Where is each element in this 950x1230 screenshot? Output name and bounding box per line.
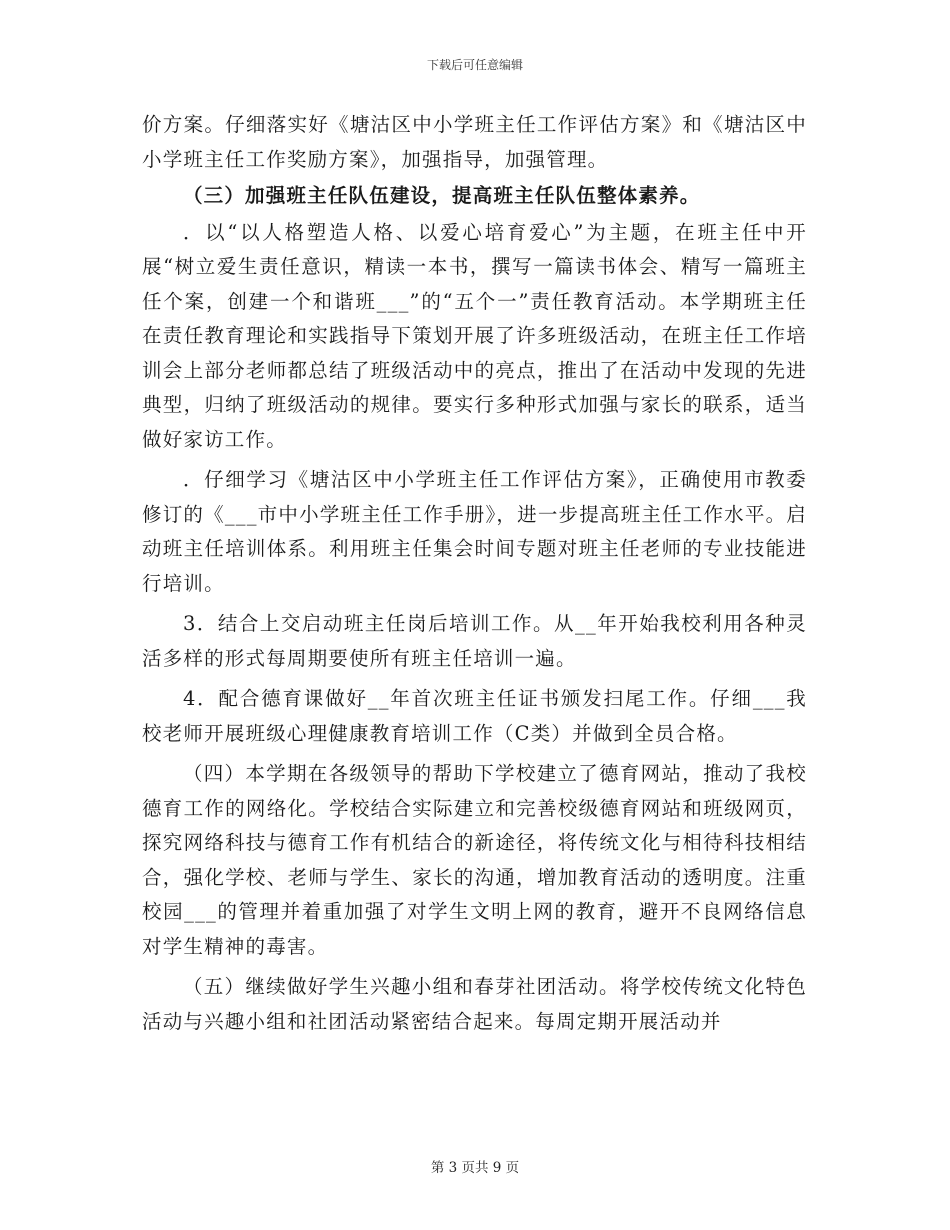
paragraph-6: （四）本学期在各级领导的帮助下学校建立了德育网站，推动了我校德育工作的网络化。学校结合实际建立和完善校级德育网站和班级网页，探究网络科技与德育工作有机结合的新途径，将传统文化与相待科技相结合，强化学校、老师与学生、家长的沟通，增加教育活动的透明度。注重校园___的管理并着重加强了对学生文明上网的教育，避开不良网络信息对学生精神的毒害。 xyxy=(142,762,807,958)
paragraph-2: ．以“以人格塑造人格、以爱心培育爱心”为主题，在班主任中开展“树立爱生责任意识，精读一本书，撰写一篇读书体会、精写一篇班主任个案，创建一个和谐班___”的“五个一”责任教育活动。本学期班主任在责任教育理论和实践指导下策划开展了许多班级活动，在班主任工作培训会上部分老师都总结了班级活动中的亮点，推出了在活动中发现的先进典型，归纳了班级活动的规律。要实行多种形式加强与家长的联系，适当做好家访工作。 xyxy=(142,220,807,451)
page-header: 下载后可任意编辑 xyxy=(426,58,523,72)
page-footer: 第 3 页共 9 页 xyxy=(430,1160,520,1176)
paragraph-4: 3．结合上交启动班主任岗后培训工作。从__年开始我校利用各种灵活多样的形式每周期要使所有班主任培训一遍。 xyxy=(142,612,807,670)
paragraph-1: 价方案。仔细落实好《塘沽区中小学班主任工作评估方案》和《塘沽区中小学班主任工作奖励方案》，加强指导，加强管理。 xyxy=(142,113,807,171)
paragraph-7: （五）继续做好学生兴趣小组和春芽社团活动。将学校传统文化特色活动与兴趣小组和社团活动紧密结合起来。每周定期开展活动并 xyxy=(142,975,807,1033)
document-body xyxy=(142,108,807,1039)
section-heading-3: （三）加强班主任队伍建设，提高班主任队伍整体素养。 xyxy=(182,184,701,207)
paragraph-3: ．仔细学习《塘沽区中小学班主任工作评估方案》，正确使用市教委修订的《___市中小学班主任工作手册》，进一步提高班主任工作水平。启动班主任培训体系。利用班主任集会时间专题对班主任老师的专业技能进行培训。 xyxy=(142,468,807,595)
paragraph-5: 4．配合德育课做好__年首次班主任证书颁发扫尾工作。仔细___我校老师开展班级心理健康教育培训工作（C类）并做到全员合格。 xyxy=(142,687,807,745)
